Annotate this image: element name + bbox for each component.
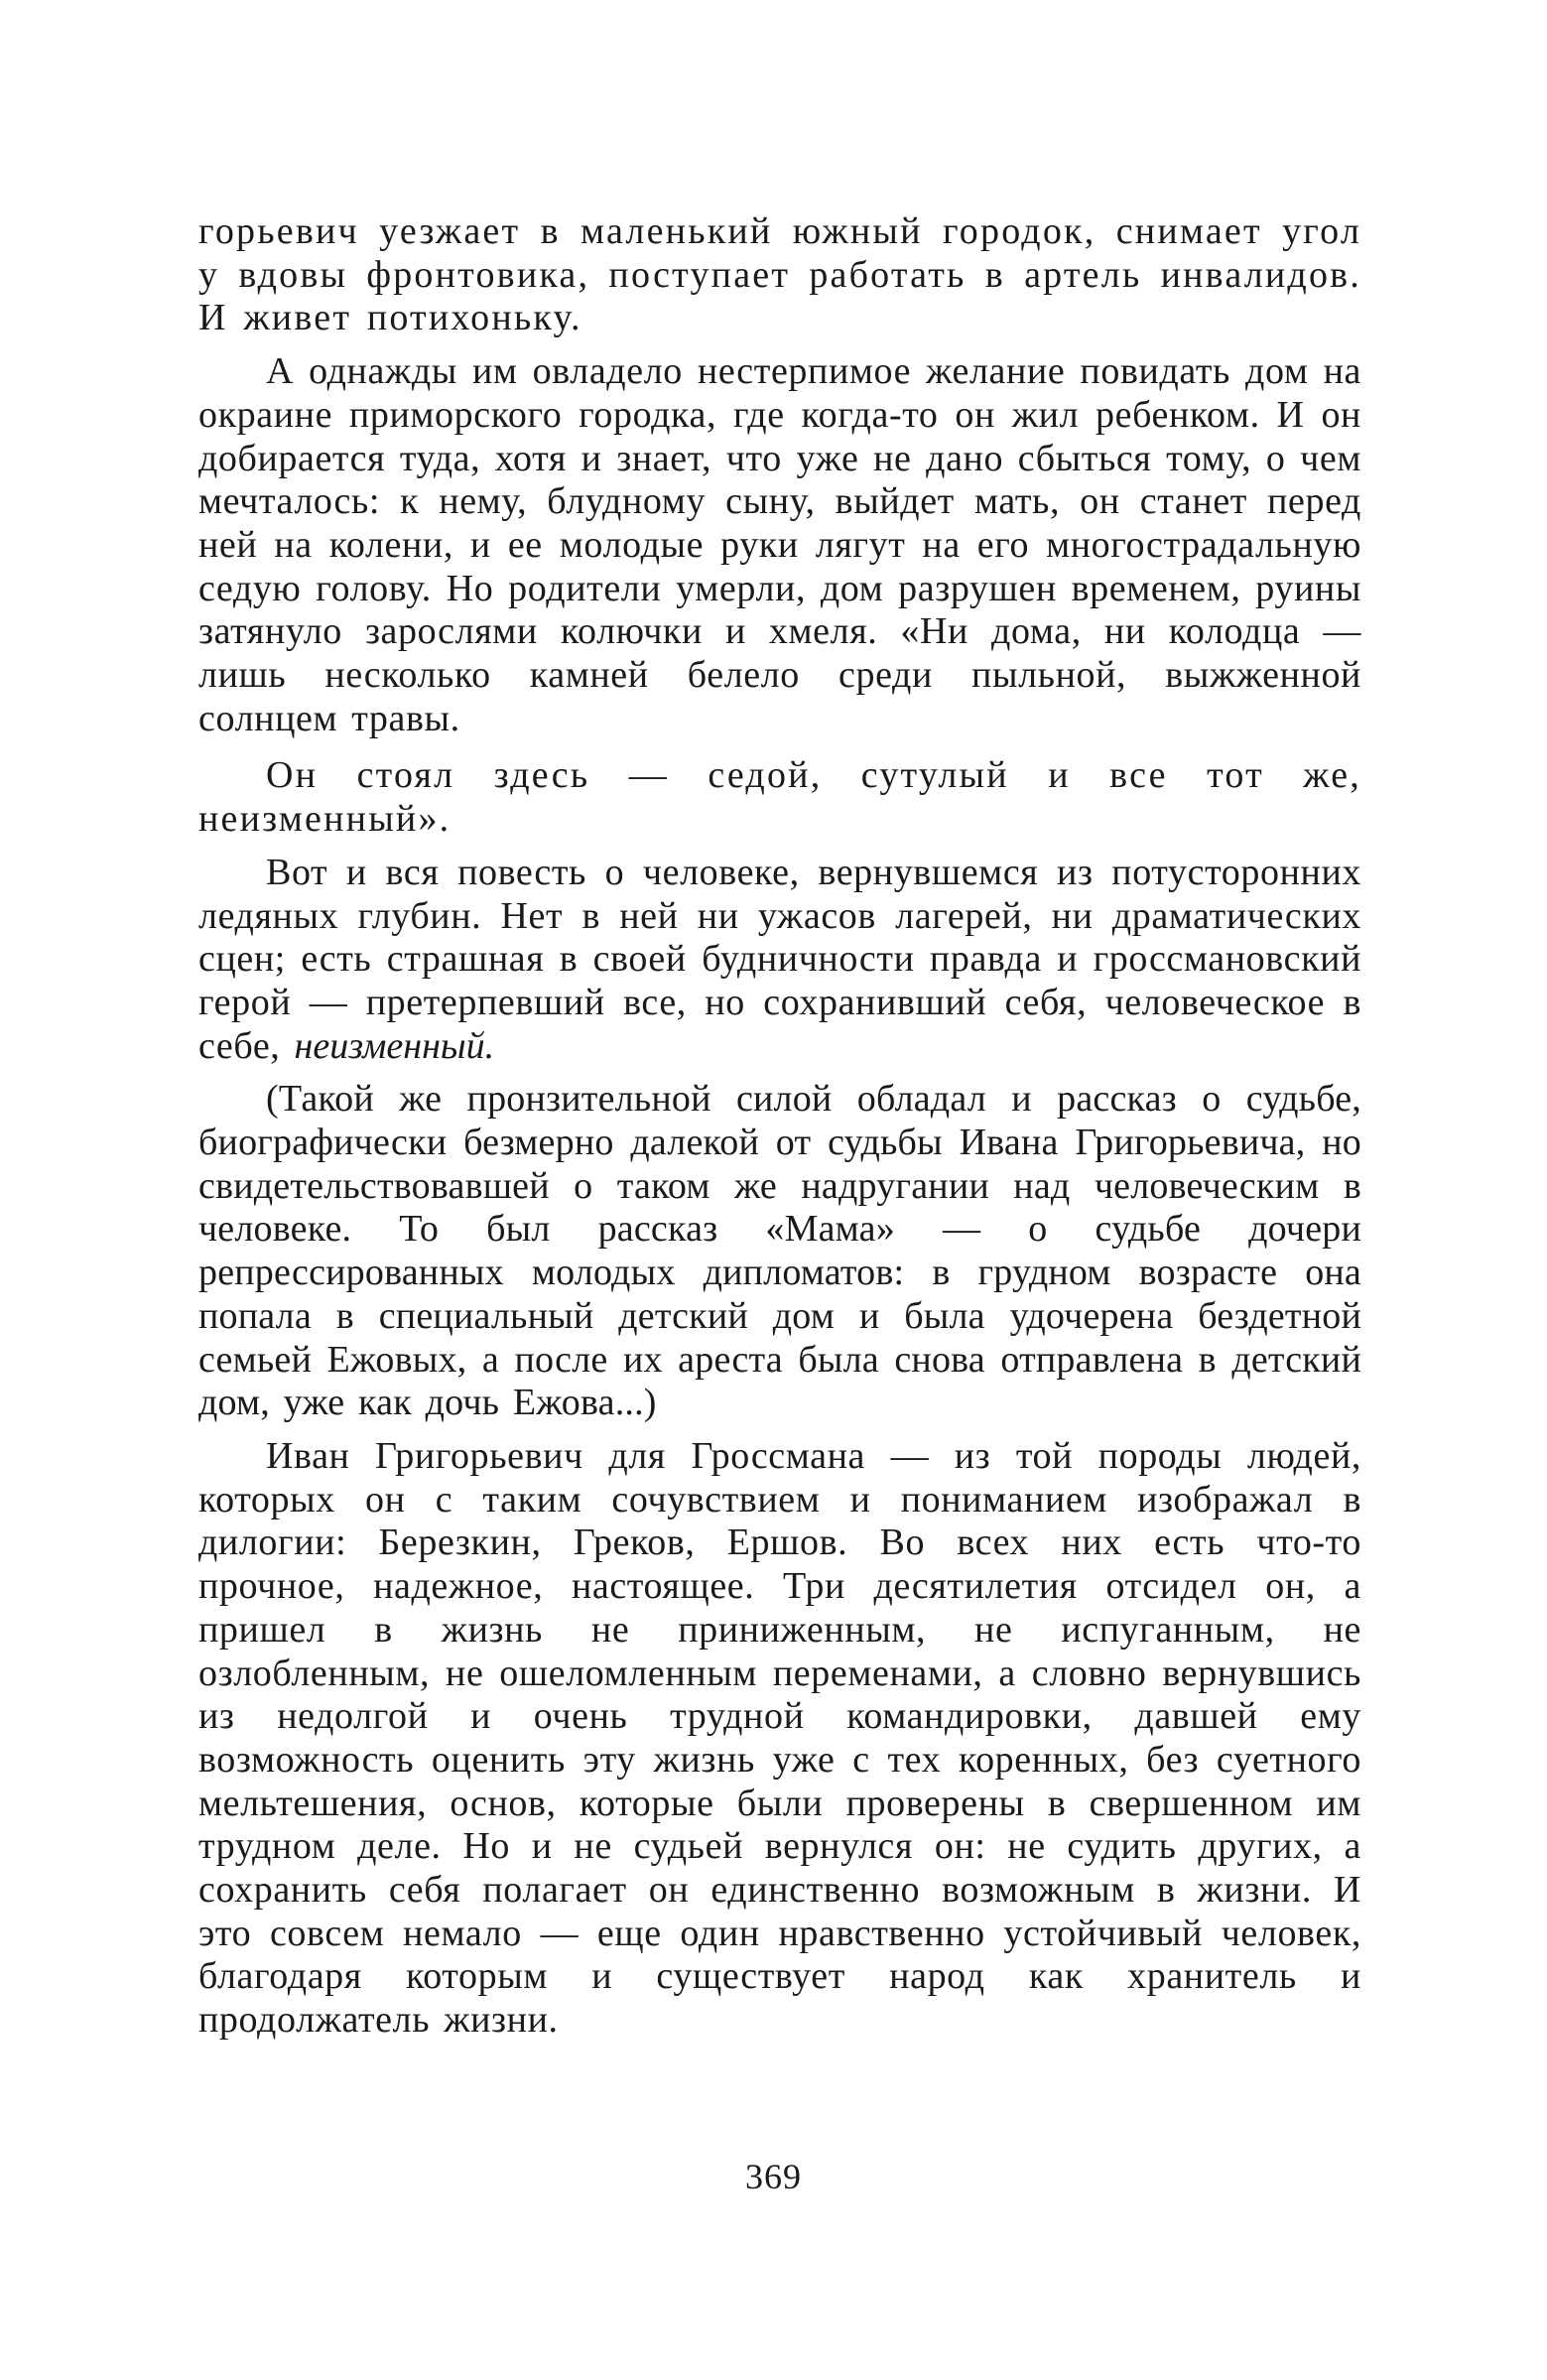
page-number: 369 <box>745 2157 802 2196</box>
paragraph-text: горьевич уезжает в маленький южный городок, снимает угол у вдовы фронтовика, поступает работать в артель инвалидов. И живет потихоньку. <box>198 210 1361 339</box>
paragraph <box>198 1078 1361 1425</box>
body-text <box>198 210 1361 2043</box>
paragraph-text: (Такой же пронзительной силой обладал и рассказ о судьбе, биографически безмерно далекой от судьбы Ивана Григорьевича, но свидетельствовавшей о таком же надругании над человеческим в человеке. То был рассказ «Мама» — о судьбе дочери репрессированных молодых дипломатов: в грудном возрасте она попала в специальный детский дом и была удочерена бездетной семьей Ежовых, а после их ареста была снова отправлена в детский дом, уже как дочь Ежова...) <box>198 1078 1361 1424</box>
paragraph-text: Вот и вся повесть о человеке, вернувшемся из потусторонних ледяных глубин. Нет в ней ни ужасов лагерей, ни драматических сцен; есть страшная в своей будничности правда и гроссмановский герой — претерпевший все, но сохранивший себя, человеческое в себе, <box>198 851 1361 1067</box>
paragraph-text: Иван Григорьевич для Гроссмана — из той породы людей, которых он с таким сочувствием и пониманием изображал в дилогии: Березкин, Греков, Ершов. Во всех них есть что-то прочное, надежное, настоящее. Три десятилетия отсидел он, а пришел в жизнь не приниженным, не испуганным, не озлобленным, не ошеломленным переменами, а словно вернувшись из недолгой и очень трудной командировки, давшей ему возможность оценить эту жизнь уже с тех коренных, без суетного мельтешения, основ, которые были проверены в свершенном им трудном деле. Но и не судьей вернулся он: не судить других, а сохранить себя полагает он единственно возможным в жизни. И это совсем немало — еще один нравственно устойчивый человек, благодаря которым и существует народ как хранитель и продолжатель жизни. <box>198 1434 1361 2042</box>
paragraph-text: А однажды им овладело нестерпимое желание повидать дом на окраине приморского городка, где когда-то он жил ребенком. И он добирается туда, хотя и знает, что уже не дано сбыться тому, о чем мечталось: к нему, блудному сыну, выйдет мать, он станет перед ней на колени, и ее молодые руки лягут на его многострадальную седую голову. Но родители умерли, дом разрушен временем, руины затянуло зарослями колючки и хмеля. «Ни дома, ни колодца — лишь несколько камней белело среди пыльной, выжженной солнцем травы. <box>198 350 1361 739</box>
paragraph-text: Он стоял здесь — седой, сутулый и все тот же, неизменный». <box>198 754 1361 841</box>
paragraph-continuation <box>198 210 1361 340</box>
paragraph <box>198 1435 1361 2043</box>
paragraph <box>198 852 1361 1069</box>
emphasis-word: неизменный. <box>294 1024 495 1067</box>
paragraph <box>198 754 1361 841</box>
paragraph <box>198 350 1361 740</box>
